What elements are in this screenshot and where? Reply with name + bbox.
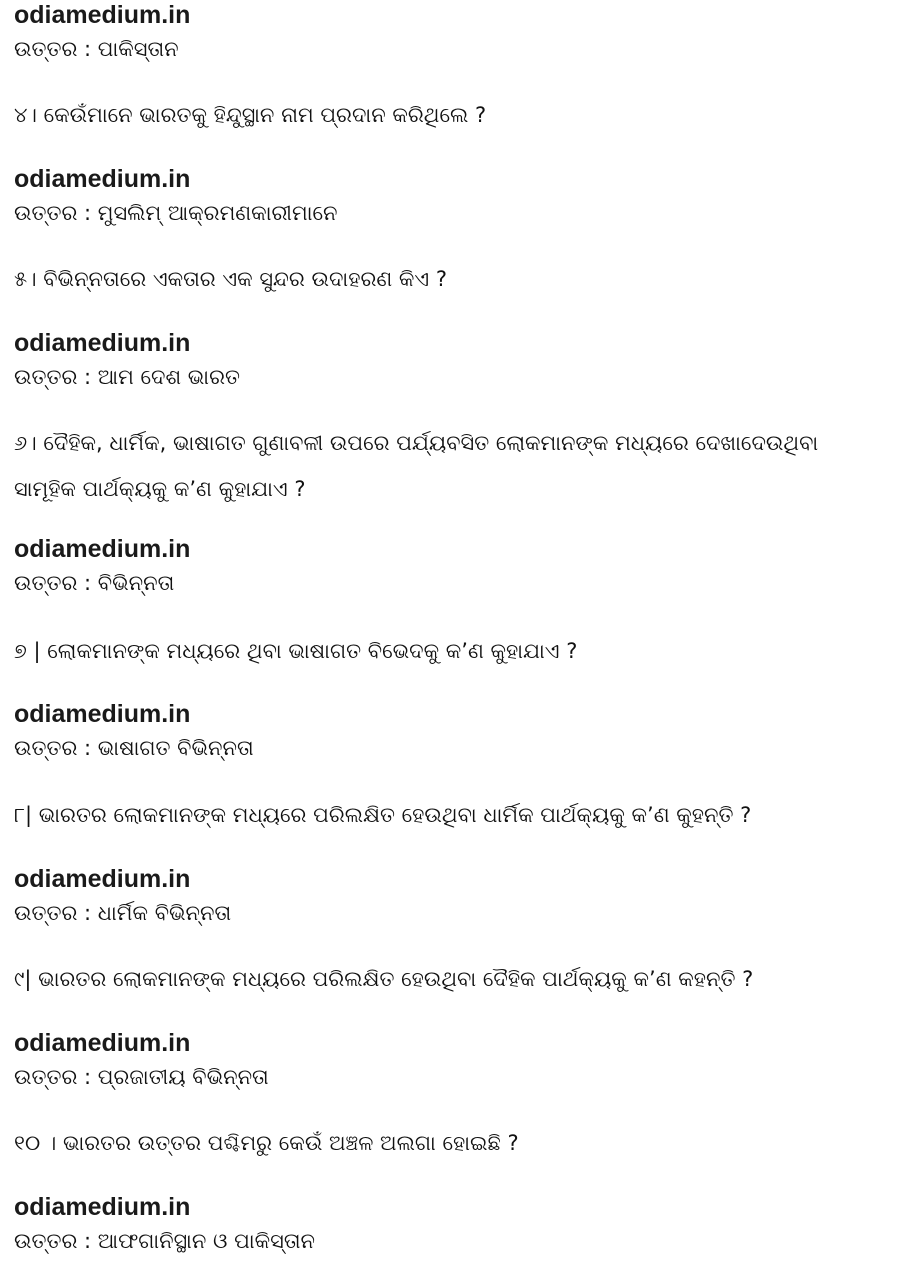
site-label: odiamedium.in (14, 700, 191, 728)
answer-text: ଉତ୍ତର : ପ୍ରଜାତୀୟ ବିଭିନ୍ନତା (14, 1065, 269, 1089)
answer-text: ଉତ୍ତର : ଧାର୍ମିକ ବିଭିନ୍ନତା (14, 901, 232, 925)
site-label: odiamedium.in (14, 165, 191, 193)
site-label: odiamedium.in (14, 329, 191, 357)
question-text: ୧୦ । ଭାରତର ଉତ୍ତର ପଶ୍ଚିମରୁ କେଉଁ ଅଞ୍ଚଳ ଅଲଗା ହୋଇଛି ? (14, 1131, 519, 1155)
site-label: odiamedium.in (14, 1193, 191, 1221)
answer-text: ଉତ୍ତର : ଆଫଗାନିସ୍ଥାନ ଓ ପାକିସ୍ତାନ (14, 1229, 315, 1253)
site-label: odiamedium.in (14, 865, 191, 893)
site-label: odiamedium.in (14, 535, 191, 563)
answer-text: ଉତ୍ତର : ବିଭିନ୍ନତା (14, 571, 175, 595)
answer-text: ଉତ୍ତର : ଆମ ଦେଶ ଭାରତ (14, 365, 240, 389)
site-label: odiamedium.in (14, 1, 191, 29)
question-text: ୫। ବିଭିନ୍ନତାରେ ଏକତାର ଏକ ସୁନ୍ଦର ଉଦାହରଣ କିଏ ? (14, 267, 448, 291)
answer-text: ଉତ୍ତର : ଭାଷାଗତ ବିଭିନ୍ନତା (14, 736, 254, 760)
question-text: ୬। ଦୈହିକ, ଧାର୍ମିକ, ଭାଷାଗତ ଗୁଣାବଳୀ ଉପରେ ପର୍ଯ୍ୟବସିତ ଲୋକମାନଙ୍କ ମଧ୍ୟରେ ଦେଖାଦେଉଥିବା (14, 431, 819, 455)
question-text: ୭ | ଲୋକମାନଙ୍କ ମଧ୍ୟରେ ଥିବା ଭାଷାଗତ ବିଭେଦକୁ କ’ଣ କୁହାଯାଏ ? (14, 639, 578, 663)
question-text: ୯| ଭାରତର ଲୋକମାନଙ୍କ ମଧ୍ୟରେ ପରିଲକ୍ଷିତ ହେଉଥିବା ଦୈହିକ ପାର୍ଥକ୍ୟକୁ କ’ଣ କହନ୍ତି ? (14, 967, 754, 991)
question-text: ୪। କେଉଁମାନେ ଭାରତକୁ ହିନ୍ଦୁସ୍ଥାନ ନାମ ପ୍ରଦାନ କରିଥିଲେ ? (14, 103, 487, 127)
question-text: ୮| ଭାରତର ଲୋକମାନଙ୍କ ମଧ୍ୟରେ ପରିଲକ୍ଷିତ ହେଉଥିବା ଧାର୍ମିକ ପାର୍ଥକ୍ୟକୁ କ’ଣ କୁହନ୍ତି ? (14, 803, 752, 827)
answer-text: ଉତ୍ତର : ପାକିସ୍ତାନ (14, 37, 179, 61)
site-label: odiamedium.in (14, 1029, 191, 1057)
question-text-continued: ସାମୂହିକ ପାର୍ଥକ୍ୟକୁ କ’ଣ କୁହାଯାଏ ? (14, 477, 306, 501)
answer-text: ଉତ୍ତର : ମୁସଲିମ୍ ଆକ୍ରମଣକାରୀମାନେ (14, 201, 338, 225)
